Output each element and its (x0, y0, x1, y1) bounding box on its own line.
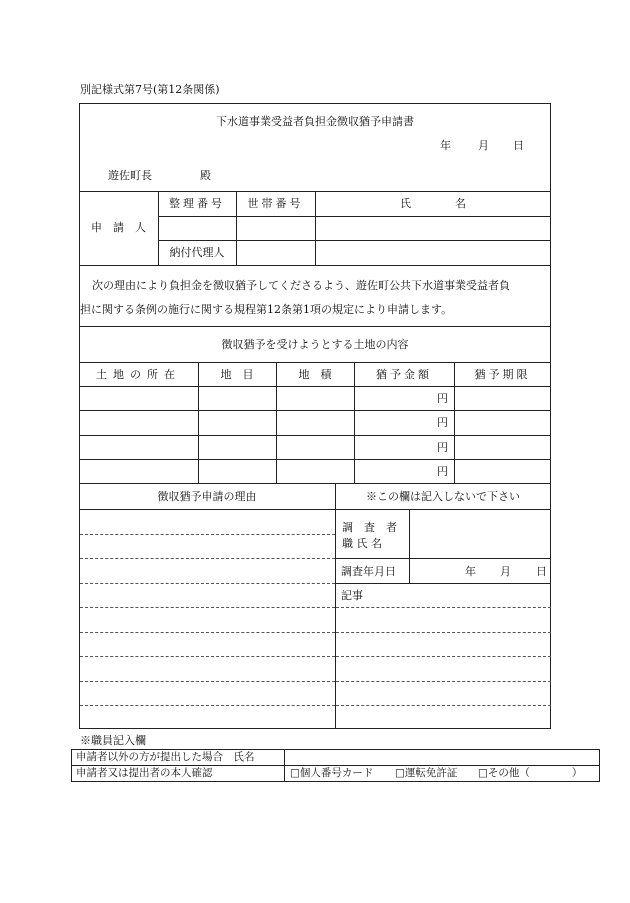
ref-no-field[interactable] (159, 217, 235, 239)
period-header: 猶予期限 (474, 368, 531, 381)
addressee-name: 遊佐町長 (108, 169, 152, 182)
applicant-name-field[interactable] (316, 217, 550, 239)
amount-header: 猶予金額 (376, 368, 432, 381)
addressee-honorific: 殿 (200, 169, 211, 182)
household-no-field[interactable] (237, 217, 314, 239)
form-title: 下水道事業受益者負担金徴収猶予申請書 (216, 115, 414, 128)
notes-label: 記事 (341, 589, 363, 602)
staff-row2-label: 申請者又は提出者の本人確認 (76, 767, 213, 779)
yen-unit: 円 (437, 465, 448, 478)
license-checkbox[interactable]: □運転免許証 (395, 767, 458, 779)
yen-unit: 円 (437, 392, 448, 405)
statement-line-1: 次の理由により負担金を徴収猶予してくださるよう、遊佐町公共下水道事業受益者負 (92, 279, 510, 292)
id-card-checkbox[interactable]: □個人番号カード (290, 767, 374, 779)
survey-day: 日 (536, 565, 547, 578)
household-no-header: 世帯番号 (247, 197, 304, 210)
agent-field[interactable] (237, 241, 550, 264)
survey-month: 月 (500, 565, 511, 578)
date-day: 日 (513, 139, 524, 152)
date-year: 年 (440, 139, 451, 152)
reason-field[interactable] (80, 510, 334, 728)
investigator-label-2: 職 氏 名 (342, 537, 382, 550)
yen-unit: 円 (437, 416, 448, 429)
survey-year: 年 (465, 565, 476, 578)
survey-date-label: 調査年月日 (341, 565, 396, 578)
office-note: ※この欄は記入しないで下さい (366, 490, 520, 503)
submitter-name-field[interactable] (285, 750, 599, 764)
land-section-title: 徴収猶予を受けようとする土地の内容 (221, 338, 409, 351)
date-month: 月 (478, 139, 489, 152)
applicant-label: 申 請 人 (91, 221, 146, 234)
ref-no-header: 整理番号 (169, 197, 225, 210)
name-header: 氏 名 (400, 197, 466, 210)
investigator-label-1: 調 査 者 (342, 521, 397, 534)
yen-unit: 円 (437, 441, 448, 454)
staff-heading: ※職員記入欄 (80, 734, 146, 747)
lot-header: 地 目 (220, 368, 254, 381)
form-label: 別記様式第7号(第12条関係) (80, 83, 220, 96)
statement-line-2: 担に関する条例の施行に関する規程第12条第1項の規定により申請します。 (80, 303, 453, 316)
area-header: 地 積 (298, 368, 332, 381)
agent-label: 納付代理人 (169, 246, 225, 259)
location-header: 土地の所在 (96, 368, 181, 381)
other-checkbox[interactable]: □その他（ ） (478, 767, 583, 779)
staff-row1-label: 申請者以外の方が提出した場合 氏名 (76, 751, 255, 763)
reason-title: 徴収猶予申請の理由 (157, 490, 257, 503)
